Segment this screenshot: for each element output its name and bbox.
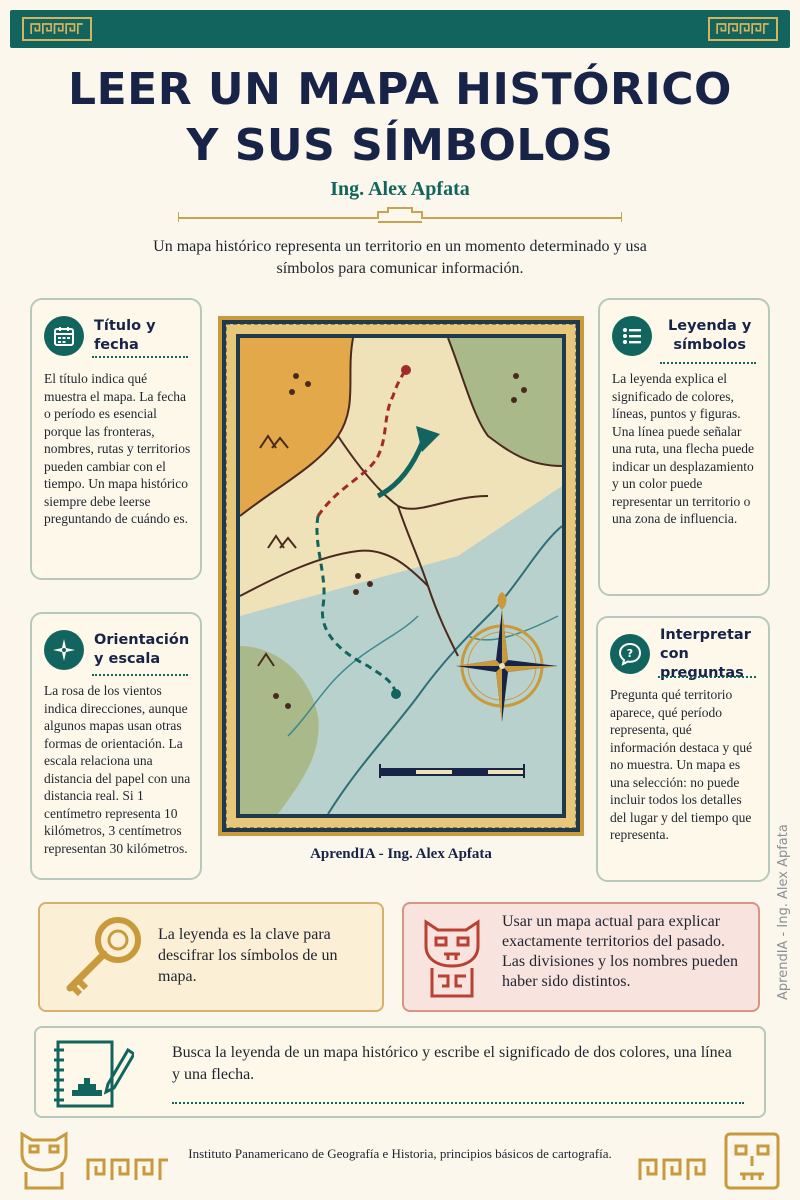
jaguar-icon [418, 916, 486, 1002]
footer-source: Instituto Panamericano de Geografía e Historia, principios básicos de cartografía. [188, 1146, 612, 1161]
dotted-divider [660, 362, 756, 364]
card-text: La rosa de los vientos indica direcciones, aunque algunos mapas usan otras formas de orientación. La escala relaciona una distancia del papel con una distancia real. Si 1 centímetro representa 10 kilómetros, 3 centímetros representan 30 kilómetros. [44, 683, 191, 856]
card-title-line-1: Interpretar [660, 626, 751, 643]
card-title [94, 631, 189, 669]
card-title [660, 626, 758, 683]
card-interpret [596, 616, 770, 882]
card-title-date [30, 298, 202, 580]
card-title-line-2: símbolos [673, 337, 746, 353]
card-text: Pregunta qué territorio aparece, qué período representa, qué información destaca y qué no muestra. Un mapa es una selección: no puede incluir todos los detalles del lugar y del tiempo que representa. [610, 687, 753, 842]
greek-key-ornament-left [22, 17, 92, 41]
greek-key-ornament-right [708, 17, 778, 41]
key-tip-text: La leyenda es la clave para descifrar los símbolos de un mapa. [158, 926, 338, 985]
dotted-divider [92, 356, 188, 358]
intro-text: Un mapa histórico representa un territorio en un momento determinado y usa símbolos para comunicar información. [153, 238, 647, 277]
card-title-line-2: con preguntas [660, 645, 744, 681]
activity-task-text: Busca la leyenda de un mapa histórico y escribe el significado de dos colores, una línea y una flecha. [172, 1044, 732, 1083]
common-error-box [402, 902, 760, 1012]
key-icon [58, 914, 148, 1004]
aztec-face-footer-ornament-right [722, 1130, 782, 1192]
page-title [0, 62, 800, 174]
activity-task-box [34, 1026, 766, 1118]
card-text: El título indica qué muestra el mapa. La fecha o período es esencial porque las fronteras, nombres, rutas y territorios pueden cambiar con el tiempo. Un mapa histórico siempre debe leerse preguntando de cuándo es. [44, 371, 191, 526]
card-title-line-1: Orientación [94, 632, 190, 648]
question-icon [610, 634, 650, 674]
divider-ornament [178, 206, 622, 226]
historical-map-illustration [218, 316, 584, 836]
map-caption: AprendIA - Ing. Alex Apfata [310, 846, 492, 862]
card-text: La leyenda explica el significado de colores, líneas, puntos y figuras. Una línea puede señalar una ruta, una flecha puede indicar un desplazamiento y un color puede representar un territorio o una zona de influencia. [612, 371, 755, 526]
card-title-line-1: Leyenda y [668, 318, 752, 334]
compass-icon [44, 630, 84, 670]
list-icon [612, 316, 652, 356]
dotted-divider [658, 676, 756, 678]
card-orientation-scale [30, 612, 202, 880]
card-title-line-2: y escala [94, 651, 161, 667]
dotted-divider [92, 674, 188, 676]
card-title: Título y fecha [94, 318, 156, 353]
greek-key-footer-right [636, 1152, 716, 1186]
key-tip-box [38, 902, 384, 1012]
notebook-pencil-icon [50, 1036, 134, 1112]
author: Ing. Alex Apfata [330, 178, 470, 200]
page-title-line-1: LEER UN MAPA HISTÓRICO [68, 64, 732, 115]
page-title-line-2: Y SUS SÍMBOLOS [186, 120, 614, 171]
svg-text:?: ? [626, 647, 634, 660]
dotted-answer-line [172, 1102, 744, 1104]
top-banner [10, 10, 790, 48]
card-title [668, 317, 751, 355]
calendar-icon [44, 316, 84, 356]
card-legend-symbols [598, 298, 770, 596]
watermark-text: AprendIA - Ing. Alex Apfata [776, 824, 791, 1000]
common-error-text: Usar un mapa actual para explicar exactamente territorios del pasado. Las divisiones y los nombres pueden haber sido distintos. [502, 913, 738, 990]
